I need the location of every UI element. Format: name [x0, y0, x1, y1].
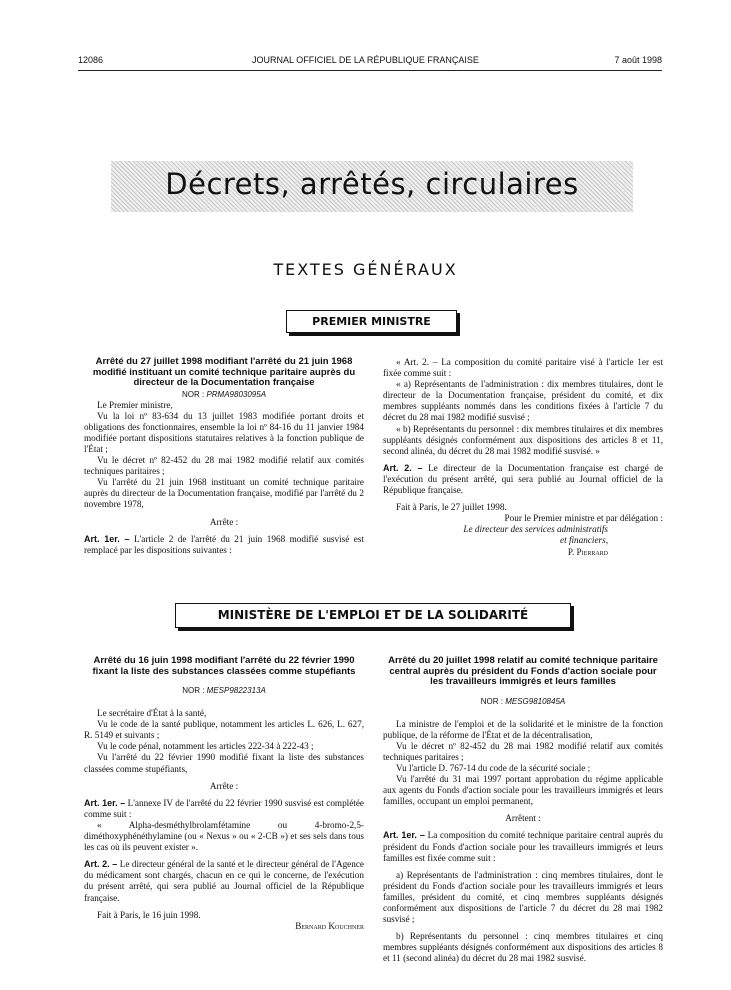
- article-1: Art. 1er. – L'annexe IV de l'arrêté du 22 février 1990 susvisé est complétée comme suit :: [84, 797, 365, 819]
- section-title: TEXTES GÉNÉRAUX: [273, 260, 458, 279]
- decree-1-left-column: [84, 357, 364, 556]
- paragraph: Vu le décret nº 82-452 du 28 mai 1982 modifié relatif aux comités techniques paritaires ;: [383, 740, 663, 762]
- header-rule: [78, 70, 662, 71]
- decree-2-nor: NOR : MESP9822313A: [182, 686, 266, 695]
- paragraph: a) Représentants de l'administration : cinq membres titulaires, dont le président du Fonds d'action sociale pour les travailleurs immigrés et leurs familles, président du comité, et cinq membres suppléants désignés conformément aux dispositions de l'article 7 du décret du 28 mai 1982 susvisé ;: [383, 869, 663, 925]
- paragraph: « a) Représentants de l'administration : dix membres titulaires, dont le directeur de la Documentation française, président du comité, et dix membres suppléants nommés dans les conditions fixées à l'article 7 du décret du 28 mai 1982 modifié susvisé ;: [383, 379, 663, 423]
- article-1: Art. 1er. – La composition du comité technique paritaire central auprès du président du Fonds d'action sociale pour les travailleurs immigrés et leurs familles est fixée comme suit :: [383, 830, 664, 863]
- decree-3-title: Arrêté du 20 juillet 1998 relatif au comité technique paritaire central auprès du président du Fonds d'action sociale pour les travailleurs immigrés et leurs familles: [388, 655, 658, 687]
- signature-line: Le directeur des services administratifs: [463, 524, 608, 535]
- signatory-name: P. Pierrard: [567, 546, 608, 557]
- paragraph: « b) Représentants du personnel : dix membres titulaires et dix membres suppléants désignés conformément aux dispositions des articles 8 et 11, second alinéa, du décret du 28 mai 1982 modifié susvisé. »: [383, 423, 663, 456]
- paragraph: La ministre de l'emploi et de la solidarité et le ministre de la fonction publique, de la réforme de l'État et de la décentralisation,: [383, 718, 663, 740]
- signature-place-date: Fait à Paris, le 16 juin 1998.: [97, 909, 201, 920]
- page-number: 12086: [78, 55, 104, 65]
- paragraph: Vu le code de la santé publique, notamment les articles L. 626, L. 627, R. 5149 et suivants ;: [84, 719, 364, 741]
- article-2: Art. 2. – Le directeur général de la santé et le directeur général de l'Agence du médicament sont chargés, chacun en ce qui le concerne, de l'exécution du présent arrêté, qui sera publié au Journal officiel de la République française.: [84, 859, 364, 903]
- paragraph: Vu l'arrêté du 21 juin 1968 instituant un comité technique paritaire auprès du directeur de la Documentation française, modifié par l'arrêté du 2 novembre 1978,: [84, 477, 364, 510]
- paragraph: Vu l'arrêté du 31 mai 1997 portant approbation du régime applicable aux agents du Fonds d'action sociale pour les travailleurs immigrés et leurs familles, occupant un emploi permanent,: [383, 774, 663, 807]
- banner-title: Décrets, arrêtés, circulaires: [165, 167, 579, 201]
- decree-2-title: Arrêté du 16 juin 1998 modifiant l'arrêté du 22 février 1990 fixant la liste des substances classées comme stupéfiants: [92, 655, 356, 677]
- paragraph: Le Premier ministre,: [97, 399, 173, 410]
- paragraph: Le secrétaire d'État à la santé,: [97, 708, 207, 719]
- signature-line: et financiers,: [560, 535, 608, 546]
- article-1: Art. 1er. – L'article 2 de l'arrêté du 21 juin 1968 modifié susvisé est remplacé par les dispositions suivantes :: [84, 533, 365, 555]
- decree-3-column: [383, 656, 663, 964]
- article-2: Art. 2. – Le directeur de la Documentation française est chargé de l'exécution du présent arrêté, qui sera publié au Journal officiel de la République française.: [383, 462, 664, 496]
- decree-1-title: Arrêté du 27 juillet 1998 modifiant l'arrêté du 21 juin 1968 modifié instituant un comité technique paritaire auprès du directeur de la Documentation française: [92, 356, 356, 388]
- section-banner: [111, 161, 633, 212]
- signature-line: Pour le Premier ministre et par délégation :: [504, 513, 663, 524]
- decree-1-right-column: [383, 357, 663, 558]
- ministry-box-emploi-solidarite: MINISTÈRE DE L'EMPLOI ET DE LA SOLIDARITÉ: [175, 603, 571, 628]
- issue-date: 7 août 1998: [614, 55, 662, 65]
- decree-1-nor: NOR : PRMA9803095A: [181, 389, 267, 399]
- arrete-label: Arrêtent :: [505, 813, 541, 824]
- decree-2-column: [84, 656, 364, 932]
- arrete-label: Arrête :: [209, 780, 239, 791]
- signatory-name: Bernard Kouchner: [295, 920, 364, 931]
- paragraph: b) Représentants du personnel : cinq membres titulaires et cinq membres suppléants désignés conformément aux dispositions des articles 8 et 11 (second alinéa) du décret du 28 mai 1982 susvisé.: [383, 931, 663, 964]
- paragraph: Vu l'arrêté du 22 février 1990 modifié fixant la liste des substances classées comme stupéfiants,: [84, 752, 364, 774]
- signature-place-date: Fait à Paris, le 27 juillet 1998.: [396, 502, 507, 513]
- paragraph: Vu le décret nº 82-452 du 28 mai 1982 modifié relatif aux comités techniques paritaires ;: [84, 455, 364, 477]
- paragraph: Vu l'article D. 767-14 du code de la sécurité sociale ;: [396, 762, 591, 773]
- arrete-label: Arrête :: [209, 516, 239, 527]
- paragraph: « Alpha-desméthylbrolamfétamine ou 4-bromo-2,5-diméthoxyphénéthylamine (ou « Nexus » ou « 2-CB ») et ses sels dans tous les cas où ils peuvent exister ».: [84, 819, 364, 853]
- paragraph: « Art. 2. – La composition du comité paritaire visé à l'article 1er est fixée comme suit :: [383, 357, 663, 379]
- paragraph: Vu le code pénal, notamment les articles 222-34 à 222-43 ;: [97, 741, 314, 752]
- paragraph: Vu la loi nº 83-634 du 13 juillet 1983 modifiée portant droits et obligations des fonctionnaires, ensemble la loi nº 84-16 du 11 janvier 1984 modifiée portant dispositions statutaires relatives à la fonction publique de l'État ;: [84, 410, 364, 454]
- journal-title: JOURNAL OFFICIEL DE LA RÉPUBLIQUE FRANÇAISE: [252, 55, 479, 65]
- decree-3-nor: NOR : MESG9810845A: [480, 696, 566, 706]
- ministry-box-premier-ministre: PREMIER MINISTRE: [286, 310, 457, 333]
